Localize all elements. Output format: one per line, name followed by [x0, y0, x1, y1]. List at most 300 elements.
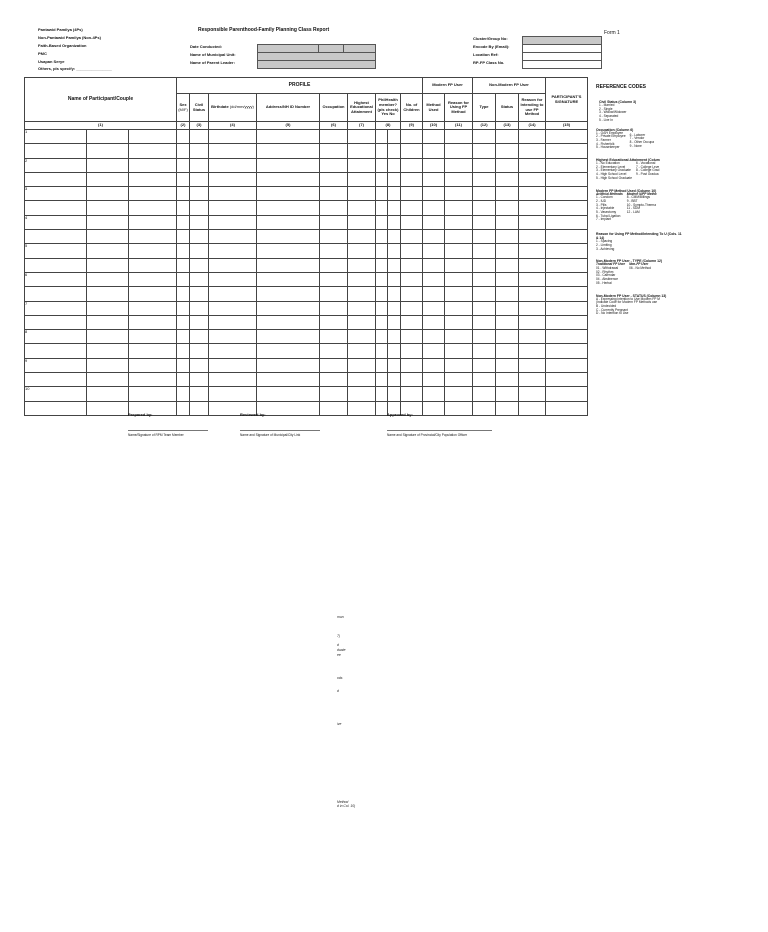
table-cell[interactable] — [348, 244, 376, 258]
table-cell[interactable] — [129, 244, 177, 258]
table-cell[interactable] — [546, 301, 588, 315]
table-cell[interactable] — [546, 344, 588, 358]
table-cell[interactable] — [445, 230, 473, 244]
table-cell[interactable] — [320, 358, 348, 372]
table-cell[interactable] — [209, 230, 257, 244]
table-cell[interactable] — [190, 244, 209, 258]
table-cell[interactable] — [376, 344, 388, 358]
table-cell[interactable] — [376, 301, 388, 315]
table-cell[interactable] — [348, 230, 376, 244]
table-cell[interactable] — [209, 272, 257, 286]
table-cell[interactable] — [376, 201, 388, 215]
row-number-cell[interactable] — [25, 330, 87, 344]
table-cell[interactable] — [348, 158, 376, 172]
table-cell[interactable] — [87, 330, 129, 344]
table-cell[interactable] — [546, 401, 588, 415]
table-cell[interactable] — [376, 287, 388, 301]
table-cell[interactable] — [257, 358, 320, 372]
table-cell[interactable] — [320, 172, 348, 186]
table-cell[interactable] — [177, 358, 190, 372]
table-cell[interactable] — [320, 287, 348, 301]
table-cell[interactable] — [177, 130, 190, 144]
row-number-cell[interactable] — [25, 187, 87, 201]
table-cell[interactable] — [87, 301, 129, 315]
table-cell[interactable] — [401, 344, 423, 358]
table-cell[interactable] — [257, 201, 320, 215]
table-cell[interactable] — [473, 387, 496, 401]
table-cell[interactable] — [388, 172, 401, 186]
table-cell[interactable] — [423, 387, 445, 401]
table-cell[interactable] — [423, 344, 445, 358]
table-cell[interactable] — [519, 387, 546, 401]
table-cell[interactable] — [129, 287, 177, 301]
table-cell[interactable] — [376, 373, 388, 387]
table-cell[interactable] — [87, 144, 129, 158]
table-cell[interactable] — [546, 258, 588, 272]
table-cell[interactable] — [445, 387, 473, 401]
table-cell[interactable] — [376, 158, 388, 172]
table-cell[interactable] — [445, 315, 473, 329]
table-cell[interactable] — [401, 158, 423, 172]
table-cell[interactable] — [423, 301, 445, 315]
table-cell[interactable] — [257, 373, 320, 387]
table-cell[interactable] — [87, 130, 129, 144]
participant-name-cell[interactable] — [25, 401, 87, 415]
table-cell[interactable] — [473, 201, 496, 215]
table-cell[interactable] — [129, 344, 177, 358]
table-cell[interactable] — [388, 144, 401, 158]
table-cell[interactable] — [473, 244, 496, 258]
table-cell[interactable] — [496, 215, 519, 229]
table-cell[interactable] — [190, 373, 209, 387]
table-cell[interactable] — [320, 330, 348, 344]
table-cell[interactable] — [87, 215, 129, 229]
table-cell[interactable] — [320, 244, 348, 258]
row-number-cell[interactable] — [25, 215, 87, 229]
table-cell[interactable] — [320, 301, 348, 315]
table-cell[interactable] — [388, 272, 401, 286]
table-cell[interactable] — [257, 172, 320, 186]
table-cell[interactable] — [473, 301, 496, 315]
table-cell[interactable] — [348, 215, 376, 229]
table-cell[interactable] — [257, 387, 320, 401]
table-cell[interactable] — [87, 172, 129, 186]
table-cell[interactable] — [129, 130, 177, 144]
table-cell[interactable] — [401, 315, 423, 329]
participant-name-cell[interactable] — [25, 230, 87, 244]
table-cell[interactable] — [348, 344, 376, 358]
table-cell[interactable] — [546, 187, 588, 201]
table-cell[interactable] — [257, 301, 320, 315]
table-cell[interactable] — [190, 201, 209, 215]
table-cell[interactable] — [320, 130, 348, 144]
table-cell[interactable] — [519, 158, 546, 172]
table-cell[interactable] — [423, 201, 445, 215]
table-cell[interactable] — [473, 215, 496, 229]
table-cell[interactable] — [348, 287, 376, 301]
table-cell[interactable] — [401, 130, 423, 144]
table-cell[interactable] — [177, 172, 190, 186]
participant-name-cell[interactable] — [25, 373, 87, 387]
table-cell[interactable] — [257, 230, 320, 244]
table-cell[interactable] — [348, 401, 376, 415]
table-cell[interactable] — [87, 344, 129, 358]
table-cell[interactable] — [177, 187, 190, 201]
table-cell[interactable] — [87, 230, 129, 244]
table-cell[interactable] — [496, 373, 519, 387]
table-cell[interactable] — [348, 315, 376, 329]
table-cell[interactable] — [388, 215, 401, 229]
table-cell[interactable] — [546, 373, 588, 387]
table-cell[interactable] — [473, 358, 496, 372]
table-cell[interactable] — [190, 230, 209, 244]
table-cell[interactable] — [129, 172, 177, 186]
table-cell[interactable] — [388, 130, 401, 144]
table-cell[interactable] — [87, 287, 129, 301]
table-cell[interactable] — [519, 373, 546, 387]
table-cell[interactable] — [546, 287, 588, 301]
table-cell[interactable] — [348, 144, 376, 158]
table-cell[interactable] — [496, 358, 519, 372]
table-cell[interactable] — [376, 215, 388, 229]
table-cell[interactable] — [177, 344, 190, 358]
table-cell[interactable] — [445, 187, 473, 201]
table-cell[interactable] — [519, 130, 546, 144]
table-cell[interactable] — [401, 144, 423, 158]
table-cell[interactable] — [473, 230, 496, 244]
table-cell[interactable] — [519, 215, 546, 229]
table-cell[interactable] — [519, 287, 546, 301]
table-cell[interactable] — [496, 344, 519, 358]
table-cell[interactable] — [376, 272, 388, 286]
table-cell[interactable] — [376, 387, 388, 401]
table-cell[interactable] — [320, 215, 348, 229]
table-cell[interactable] — [423, 373, 445, 387]
participant-name-cell[interactable] — [25, 344, 87, 358]
table-cell[interactable] — [423, 144, 445, 158]
table-cell[interactable] — [190, 144, 209, 158]
table-cell[interactable] — [519, 358, 546, 372]
table-cell[interactable] — [190, 172, 209, 186]
table-cell[interactable] — [423, 315, 445, 329]
table-cell[interactable] — [257, 315, 320, 329]
table-cell[interactable] — [376, 315, 388, 329]
table-cell[interactable] — [320, 158, 348, 172]
table-cell[interactable] — [546, 201, 588, 215]
table-cell[interactable] — [519, 344, 546, 358]
table-cell[interactable] — [320, 315, 348, 329]
table-cell[interactable] — [320, 387, 348, 401]
table-cell[interactable] — [546, 315, 588, 329]
table-cell[interactable] — [401, 330, 423, 344]
table-cell[interactable] — [209, 172, 257, 186]
table-cell[interactable] — [257, 287, 320, 301]
table-cell[interactable] — [445, 144, 473, 158]
table-cell[interactable] — [320, 401, 348, 415]
table-cell[interactable] — [209, 330, 257, 344]
table-cell[interactable] — [209, 144, 257, 158]
table-cell[interactable] — [546, 330, 588, 344]
table-cell[interactable] — [348, 201, 376, 215]
table-cell[interactable] — [257, 272, 320, 286]
table-cell[interactable] — [348, 187, 376, 201]
table-cell[interactable] — [496, 187, 519, 201]
table-cell[interactable] — [320, 258, 348, 272]
table-cell[interactable] — [473, 187, 496, 201]
table-cell[interactable] — [388, 315, 401, 329]
table-cell[interactable] — [177, 201, 190, 215]
table-cell[interactable] — [209, 301, 257, 315]
table-cell[interactable] — [423, 358, 445, 372]
table-cell[interactable] — [423, 130, 445, 144]
table-cell[interactable] — [320, 272, 348, 286]
table-cell[interactable] — [496, 272, 519, 286]
table-cell[interactable] — [445, 130, 473, 144]
table-cell[interactable] — [190, 358, 209, 372]
table-cell[interactable] — [423, 244, 445, 258]
table-cell[interactable] — [320, 144, 348, 158]
table-cell[interactable] — [519, 172, 546, 186]
table-cell[interactable] — [546, 215, 588, 229]
table-cell[interactable] — [401, 272, 423, 286]
table-cell[interactable] — [348, 272, 376, 286]
table-cell[interactable] — [519, 244, 546, 258]
table-cell[interactable] — [348, 172, 376, 186]
table-cell[interactable] — [546, 158, 588, 172]
table-cell[interactable] — [388, 358, 401, 372]
table-cell[interactable] — [388, 387, 401, 401]
table-cell[interactable] — [519, 201, 546, 215]
table-cell[interactable] — [190, 130, 209, 144]
table-cell[interactable] — [177, 387, 190, 401]
table-cell[interactable] — [388, 230, 401, 244]
participant-name-cell[interactable] — [25, 258, 87, 272]
table-cell[interactable] — [388, 344, 401, 358]
table-cell[interactable] — [257, 158, 320, 172]
table-cell[interactable] — [473, 344, 496, 358]
table-cell[interactable] — [423, 215, 445, 229]
table-cell[interactable] — [423, 258, 445, 272]
table-cell[interactable] — [376, 244, 388, 258]
table-cell[interactable] — [445, 215, 473, 229]
table-cell[interactable] — [177, 301, 190, 315]
table-cell[interactable] — [376, 187, 388, 201]
table-cell[interactable] — [129, 158, 177, 172]
table-cell[interactable] — [388, 244, 401, 258]
table-cell[interactable] — [376, 144, 388, 158]
table-cell[interactable] — [423, 287, 445, 301]
table-cell[interactable] — [257, 215, 320, 229]
table-cell[interactable] — [496, 301, 519, 315]
table-cell[interactable] — [129, 144, 177, 158]
table-cell[interactable] — [177, 330, 190, 344]
table-cell[interactable] — [496, 201, 519, 215]
table-cell[interactable] — [209, 344, 257, 358]
table-cell[interactable] — [129, 230, 177, 244]
participant-name-cell[interactable] — [25, 172, 87, 186]
parent-leader-field[interactable] — [257, 60, 376, 69]
table-cell[interactable] — [129, 187, 177, 201]
table-cell[interactable] — [376, 230, 388, 244]
table-cell[interactable] — [87, 358, 129, 372]
table-cell[interactable] — [496, 387, 519, 401]
table-cell[interactable] — [209, 130, 257, 144]
table-cell[interactable] — [257, 144, 320, 158]
table-cell[interactable] — [401, 287, 423, 301]
table-cell[interactable] — [546, 172, 588, 186]
row-number-cell[interactable] — [25, 272, 87, 286]
table-cell[interactable] — [445, 330, 473, 344]
table-cell[interactable] — [423, 330, 445, 344]
table-cell[interactable] — [376, 401, 388, 415]
class-no-field[interactable] — [522, 60, 602, 69]
prepared-by-signature-line[interactable] — [128, 430, 208, 431]
table-cell[interactable] — [445, 172, 473, 186]
table-cell[interactable] — [320, 187, 348, 201]
table-cell[interactable] — [376, 330, 388, 344]
table-cell[interactable] — [445, 373, 473, 387]
table-cell[interactable] — [401, 230, 423, 244]
table-cell[interactable] — [257, 187, 320, 201]
table-cell[interactable] — [257, 244, 320, 258]
table-cell[interactable] — [401, 187, 423, 201]
table-cell[interactable] — [257, 258, 320, 272]
table-cell[interactable] — [519, 258, 546, 272]
table-cell[interactable] — [209, 373, 257, 387]
table-cell[interactable] — [401, 172, 423, 186]
table-cell[interactable] — [87, 272, 129, 286]
table-cell[interactable] — [473, 315, 496, 329]
row-number-cell[interactable] — [25, 358, 87, 372]
table-cell[interactable] — [129, 215, 177, 229]
table-cell[interactable] — [388, 301, 401, 315]
table-cell[interactable] — [320, 373, 348, 387]
table-cell[interactable] — [423, 230, 445, 244]
table-cell[interactable] — [177, 315, 190, 329]
participant-name-cell[interactable] — [25, 144, 87, 158]
table-cell[interactable] — [401, 215, 423, 229]
table-cell[interactable] — [473, 272, 496, 286]
table-cell[interactable] — [257, 130, 320, 144]
table-cell[interactable] — [209, 244, 257, 258]
participant-name-cell[interactable] — [25, 201, 87, 215]
table-cell[interactable] — [388, 287, 401, 301]
table-cell[interactable] — [177, 144, 190, 158]
table-cell[interactable] — [401, 373, 423, 387]
table-cell[interactable] — [519, 144, 546, 158]
table-cell[interactable] — [496, 287, 519, 301]
table-cell[interactable] — [423, 172, 445, 186]
table-cell[interactable] — [177, 258, 190, 272]
table-cell[interactable] — [257, 330, 320, 344]
table-cell[interactable] — [190, 387, 209, 401]
table-cell[interactable] — [209, 258, 257, 272]
table-cell[interactable] — [519, 301, 546, 315]
table-cell[interactable] — [546, 230, 588, 244]
table-cell[interactable] — [129, 358, 177, 372]
table-cell[interactable] — [473, 144, 496, 158]
table-cell[interactable] — [496, 158, 519, 172]
table-cell[interactable] — [87, 201, 129, 215]
table-cell[interactable] — [473, 330, 496, 344]
table-cell[interactable] — [401, 358, 423, 372]
table-cell[interactable] — [376, 172, 388, 186]
table-cell[interactable] — [320, 201, 348, 215]
table-cell[interactable] — [376, 358, 388, 372]
table-cell[interactable] — [87, 244, 129, 258]
table-cell[interactable] — [388, 330, 401, 344]
table-cell[interactable] — [445, 344, 473, 358]
table-cell[interactable] — [348, 358, 376, 372]
table-cell[interactable] — [546, 272, 588, 286]
table-cell[interactable] — [177, 244, 190, 258]
table-cell[interactable] — [209, 287, 257, 301]
table-cell[interactable] — [87, 387, 129, 401]
table-cell[interactable] — [129, 373, 177, 387]
table-cell[interactable] — [87, 187, 129, 201]
table-cell[interactable] — [348, 258, 376, 272]
table-cell[interactable] — [546, 358, 588, 372]
table-cell[interactable] — [177, 158, 190, 172]
table-cell[interactable] — [129, 330, 177, 344]
table-cell[interactable] — [348, 387, 376, 401]
table-cell[interactable] — [209, 215, 257, 229]
table-cell[interactable] — [87, 373, 129, 387]
table-cell[interactable] — [190, 272, 209, 286]
table-cell[interactable] — [190, 301, 209, 315]
table-cell[interactable] — [190, 330, 209, 344]
table-cell[interactable] — [209, 187, 257, 201]
participant-name-cell[interactable] — [25, 315, 87, 329]
table-cell[interactable] — [473, 130, 496, 144]
table-cell[interactable] — [190, 187, 209, 201]
table-cell[interactable] — [388, 158, 401, 172]
table-cell[interactable] — [129, 258, 177, 272]
table-cell[interactable] — [423, 158, 445, 172]
table-cell[interactable] — [445, 258, 473, 272]
table-cell[interactable] — [320, 344, 348, 358]
table-cell[interactable] — [388, 187, 401, 201]
table-cell[interactable] — [473, 172, 496, 186]
table-cell[interactable] — [496, 172, 519, 186]
table-cell[interactable] — [401, 387, 423, 401]
table-cell[interactable] — [190, 258, 209, 272]
table-cell[interactable] — [257, 344, 320, 358]
table-cell[interactable] — [129, 272, 177, 286]
table-cell[interactable] — [177, 287, 190, 301]
table-cell[interactable] — [209, 387, 257, 401]
approved-by-signature-line[interactable] — [387, 430, 492, 431]
table-cell[interactable] — [348, 301, 376, 315]
table-cell[interactable] — [445, 272, 473, 286]
table-cell[interactable] — [87, 258, 129, 272]
row-number-cell[interactable] — [25, 301, 87, 315]
table-cell[interactable] — [376, 130, 388, 144]
table-cell[interactable] — [376, 258, 388, 272]
reviewed-by-signature-line[interactable] — [240, 430, 320, 431]
table-cell[interactable] — [209, 315, 257, 329]
table-cell[interactable] — [177, 373, 190, 387]
table-cell[interactable] — [87, 158, 129, 172]
table-cell[interactable] — [177, 272, 190, 286]
table-cell[interactable] — [209, 158, 257, 172]
table-cell[interactable] — [473, 287, 496, 301]
row-number-cell[interactable] — [25, 387, 87, 401]
table-cell[interactable] — [177, 230, 190, 244]
table-cell[interactable] — [388, 373, 401, 387]
table-cell[interactable] — [348, 330, 376, 344]
table-cell[interactable] — [87, 315, 129, 329]
